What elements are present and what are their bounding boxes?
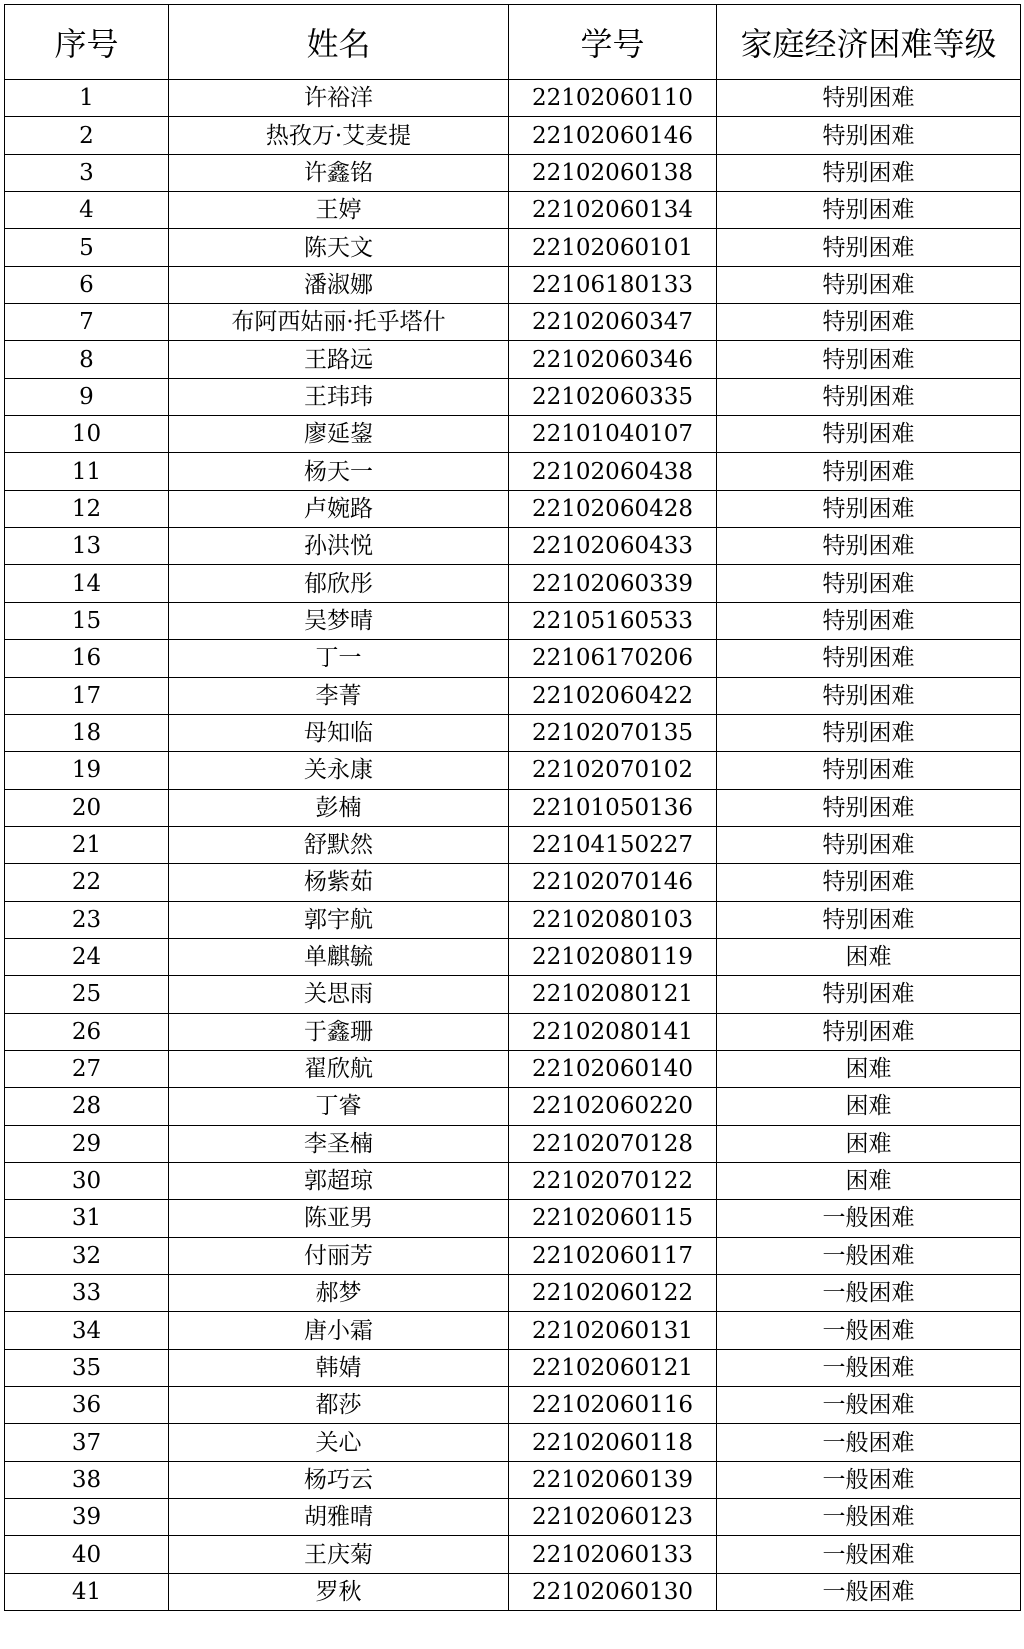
- cell-difficulty-level: 特别困难: [717, 341, 1021, 378]
- cell-name: 唐小霜: [169, 1312, 509, 1349]
- cell-difficulty-level: 困难: [717, 938, 1021, 975]
- cell-name: 卢婉路: [169, 490, 509, 527]
- cell-student-id: 22102060428: [509, 490, 717, 527]
- table-row: [5, 826, 1021, 863]
- cell-index: 35: [5, 1349, 169, 1386]
- cell-index: 11: [5, 453, 169, 490]
- table-row: [5, 864, 1021, 901]
- cell-name: 杨巧云: [169, 1461, 509, 1498]
- cell-index: 29: [5, 1125, 169, 1162]
- table-row: [5, 1088, 1021, 1125]
- cell-index: 40: [5, 1536, 169, 1573]
- table-row: [5, 1312, 1021, 1349]
- cell-student-id: 22101050136: [509, 789, 717, 826]
- cell-name: 关思雨: [169, 976, 509, 1013]
- table-row: [5, 528, 1021, 565]
- table-row: [5, 1050, 1021, 1087]
- cell-difficulty-level: 特别困难: [717, 677, 1021, 714]
- table-row: [5, 1387, 1021, 1424]
- cell-difficulty-level: 一般困难: [717, 1573, 1021, 1610]
- table-row: [5, 192, 1021, 229]
- cell-index: 13: [5, 528, 169, 565]
- cell-index: 2: [5, 117, 169, 154]
- cell-name: 杨天一: [169, 453, 509, 490]
- cell-student-id: 22102060347: [509, 304, 717, 341]
- cell-index: 26: [5, 1013, 169, 1050]
- student-table: [4, 4, 1021, 1611]
- table-row: [5, 1200, 1021, 1237]
- cell-index: 23: [5, 901, 169, 938]
- cell-student-id: 22102060339: [509, 565, 717, 602]
- cell-name: 王玮玮: [169, 378, 509, 415]
- cell-student-id: 22102070135: [509, 714, 717, 751]
- table-row: [5, 1461, 1021, 1498]
- cell-difficulty-level: 困难: [717, 1162, 1021, 1199]
- table-row: [5, 1424, 1021, 1461]
- cell-index: 28: [5, 1088, 169, 1125]
- cell-index: 38: [5, 1461, 169, 1498]
- table-row: [5, 976, 1021, 1013]
- table-row: [5, 1162, 1021, 1199]
- cell-difficulty-level: 一般困难: [717, 1275, 1021, 1312]
- cell-student-id: 22106170206: [509, 640, 717, 677]
- cell-index: 15: [5, 602, 169, 639]
- cell-index: 32: [5, 1237, 169, 1274]
- cell-difficulty-level: 特别困难: [717, 752, 1021, 789]
- cell-difficulty-level: 特别困难: [717, 192, 1021, 229]
- header-index: 序号: [5, 5, 169, 80]
- table-row: [5, 1349, 1021, 1386]
- cell-name: 丁一: [169, 640, 509, 677]
- table-row: [5, 565, 1021, 602]
- cell-difficulty-level: 困难: [717, 1050, 1021, 1087]
- cell-difficulty-level: 一般困难: [717, 1499, 1021, 1536]
- cell-index: 25: [5, 976, 169, 1013]
- table-row: [5, 1125, 1021, 1162]
- cell-index: 41: [5, 1573, 169, 1610]
- cell-student-id: 22102060110: [509, 80, 717, 117]
- cell-student-id: 22102080121: [509, 976, 717, 1013]
- cell-index: 17: [5, 677, 169, 714]
- table-row: [5, 490, 1021, 527]
- cell-name: 孙洪悦: [169, 528, 509, 565]
- cell-difficulty-level: 特别困难: [717, 565, 1021, 602]
- cell-difficulty-level: 特别困难: [717, 602, 1021, 639]
- cell-difficulty-level: 特别困难: [717, 789, 1021, 826]
- cell-name: 关心: [169, 1424, 509, 1461]
- cell-name: 热孜万·艾麦提: [169, 117, 509, 154]
- cell-student-id: 22102060101: [509, 229, 717, 266]
- cell-index: 7: [5, 304, 169, 341]
- cell-name: 彭楠: [169, 789, 509, 826]
- cell-name: 李菁: [169, 677, 509, 714]
- table-row: [5, 640, 1021, 677]
- cell-index: 33: [5, 1275, 169, 1312]
- cell-difficulty-level: 一般困难: [717, 1424, 1021, 1461]
- cell-student-id: 22102060133: [509, 1536, 717, 1573]
- table-row: [5, 80, 1021, 117]
- cell-difficulty-level: 一般困难: [717, 1312, 1021, 1349]
- cell-index: 30: [5, 1162, 169, 1199]
- cell-difficulty-level: 特别困难: [717, 416, 1021, 453]
- cell-student-id: 22102060118: [509, 1424, 717, 1461]
- table-row: [5, 938, 1021, 975]
- cell-student-id: 22102060121: [509, 1349, 717, 1386]
- table-row: [5, 341, 1021, 378]
- cell-student-id: 22102060138: [509, 154, 717, 191]
- cell-student-id: 22101040107: [509, 416, 717, 453]
- cell-student-id: 22102060130: [509, 1573, 717, 1610]
- table-row: [5, 416, 1021, 453]
- table-row: [5, 229, 1021, 266]
- cell-student-id: 22104150227: [509, 826, 717, 863]
- cell-index: 37: [5, 1424, 169, 1461]
- cell-student-id: 22102060123: [509, 1499, 717, 1536]
- cell-student-id: 22102070102: [509, 752, 717, 789]
- cell-difficulty-level: 一般困难: [717, 1461, 1021, 1498]
- cell-difficulty-level: 一般困难: [717, 1349, 1021, 1386]
- header-name: 姓名: [169, 5, 509, 80]
- table-row: [5, 304, 1021, 341]
- cell-student-id: 22102060438: [509, 453, 717, 490]
- cell-index: 19: [5, 752, 169, 789]
- cell-student-id: 22102060117: [509, 1237, 717, 1274]
- cell-student-id: 22102060131: [509, 1312, 717, 1349]
- document-sheet: [4, 4, 1020, 1611]
- cell-name: 许裕洋: [169, 80, 509, 117]
- cell-name: 母知临: [169, 714, 509, 751]
- cell-name: 单麒毓: [169, 938, 509, 975]
- header-student-id: 学号: [509, 5, 717, 80]
- table-row: [5, 714, 1021, 751]
- cell-name: 于鑫珊: [169, 1013, 509, 1050]
- cell-student-id: 22102080103: [509, 901, 717, 938]
- cell-name: 郭超琼: [169, 1162, 509, 1199]
- cell-index: 20: [5, 789, 169, 826]
- cell-difficulty-level: 特别困难: [717, 1013, 1021, 1050]
- cell-name: 郁欣彤: [169, 565, 509, 602]
- cell-difficulty-level: 特别困难: [717, 229, 1021, 266]
- cell-difficulty-level: 特别困难: [717, 266, 1021, 303]
- cell-student-id: 22102060346: [509, 341, 717, 378]
- table-row: [5, 378, 1021, 415]
- cell-index: 39: [5, 1499, 169, 1536]
- header-difficulty-level: 家庭经济困难等级: [717, 5, 1021, 80]
- cell-name: 郭宇航: [169, 901, 509, 938]
- cell-index: 27: [5, 1050, 169, 1087]
- cell-student-id: 22102060122: [509, 1275, 717, 1312]
- cell-name: 舒默然: [169, 826, 509, 863]
- table-row: [5, 901, 1021, 938]
- cell-name: 陈天文: [169, 229, 509, 266]
- cell-difficulty-level: 特别困难: [717, 154, 1021, 191]
- cell-difficulty-level: 特别困难: [717, 490, 1021, 527]
- cell-name: 杨紫茹: [169, 864, 509, 901]
- cell-index: 12: [5, 490, 169, 527]
- cell-index: 5: [5, 229, 169, 266]
- cell-difficulty-level: 特别困难: [717, 117, 1021, 154]
- cell-difficulty-level: 特别困难: [717, 304, 1021, 341]
- cell-name: 王婷: [169, 192, 509, 229]
- cell-difficulty-level: 困难: [717, 1088, 1021, 1125]
- cell-student-id: 22102060116: [509, 1387, 717, 1424]
- table-row: [5, 1499, 1021, 1536]
- cell-student-id: 22105160533: [509, 602, 717, 639]
- cell-student-id: 22102060115: [509, 1200, 717, 1237]
- table-row: [5, 266, 1021, 303]
- cell-student-id: 22102080119: [509, 938, 717, 975]
- cell-student-id: 22102060335: [509, 378, 717, 415]
- cell-difficulty-level: 困难: [717, 1125, 1021, 1162]
- cell-difficulty-level: 一般困难: [717, 1387, 1021, 1424]
- cell-name: 王路远: [169, 341, 509, 378]
- cell-student-id: 22102060220: [509, 1088, 717, 1125]
- table-row: [5, 117, 1021, 154]
- cell-name: 吴梦晴: [169, 602, 509, 639]
- cell-name: 郝梦: [169, 1275, 509, 1312]
- cell-name: 廖延鋆: [169, 416, 509, 453]
- table-row: [5, 1237, 1021, 1274]
- cell-index: 1: [5, 80, 169, 117]
- cell-difficulty-level: 特别困难: [717, 826, 1021, 863]
- cell-difficulty-level: 一般困难: [717, 1536, 1021, 1573]
- table-body: [5, 80, 1021, 1611]
- cell-difficulty-level: 特别困难: [717, 453, 1021, 490]
- cell-student-id: 22102070146: [509, 864, 717, 901]
- cell-difficulty-level: 一般困难: [717, 1237, 1021, 1274]
- cell-name: 胡雅晴: [169, 1499, 509, 1536]
- cell-difficulty-level: 一般困难: [717, 1200, 1021, 1237]
- table-row: [5, 1013, 1021, 1050]
- cell-name: 潘淑娜: [169, 266, 509, 303]
- cell-difficulty-level: 特别困难: [717, 864, 1021, 901]
- cell-name: 韩婧: [169, 1349, 509, 1386]
- cell-index: 10: [5, 416, 169, 453]
- table-row: [5, 752, 1021, 789]
- cell-name: 陈亚男: [169, 1200, 509, 1237]
- cell-name: 都莎: [169, 1387, 509, 1424]
- cell-name: 李圣楠: [169, 1125, 509, 1162]
- cell-name: 付丽芳: [169, 1237, 509, 1274]
- table-row: [5, 154, 1021, 191]
- cell-index: 6: [5, 266, 169, 303]
- cell-difficulty-level: 特别困难: [717, 714, 1021, 751]
- cell-student-id: 22102060146: [509, 117, 717, 154]
- cell-difficulty-level: 特别困难: [717, 901, 1021, 938]
- cell-student-id: 22102070122: [509, 1162, 717, 1199]
- cell-difficulty-level: 特别困难: [717, 528, 1021, 565]
- cell-index: 8: [5, 341, 169, 378]
- cell-student-id: 22102070128: [509, 1125, 717, 1162]
- cell-name: 罗秋: [169, 1573, 509, 1610]
- cell-name: 翟欣航: [169, 1050, 509, 1087]
- cell-student-id: 22106180133: [509, 266, 717, 303]
- table-row: [5, 677, 1021, 714]
- cell-student-id: 22102060140: [509, 1050, 717, 1087]
- table-row: [5, 453, 1021, 490]
- cell-index: 9: [5, 378, 169, 415]
- cell-index: 18: [5, 714, 169, 751]
- cell-student-id: 22102060433: [509, 528, 717, 565]
- table-row: [5, 1573, 1021, 1610]
- cell-name: 许鑫铭: [169, 154, 509, 191]
- cell-student-id: 22102080141: [509, 1013, 717, 1050]
- cell-index: 24: [5, 938, 169, 975]
- table-row: [5, 602, 1021, 639]
- cell-name: 丁睿: [169, 1088, 509, 1125]
- cell-index: 16: [5, 640, 169, 677]
- cell-index: 21: [5, 826, 169, 863]
- table-row: [5, 1536, 1021, 1573]
- cell-index: 4: [5, 192, 169, 229]
- cell-index: 22: [5, 864, 169, 901]
- cell-difficulty-level: 特别困难: [717, 80, 1021, 117]
- cell-difficulty-level: 特别困难: [717, 976, 1021, 1013]
- cell-index: 36: [5, 1387, 169, 1424]
- header-row: [5, 5, 1021, 80]
- cell-index: 31: [5, 1200, 169, 1237]
- cell-name: 关永康: [169, 752, 509, 789]
- cell-name: 布阿西姑丽·托乎塔什: [169, 304, 509, 341]
- cell-name: 王庆菊: [169, 1536, 509, 1573]
- cell-student-id: 22102060422: [509, 677, 717, 714]
- cell-difficulty-level: 特别困难: [717, 640, 1021, 677]
- cell-index: 34: [5, 1312, 169, 1349]
- table-row: [5, 789, 1021, 826]
- cell-student-id: 22102060139: [509, 1461, 717, 1498]
- cell-difficulty-level: 特别困难: [717, 378, 1021, 415]
- cell-index: 3: [5, 154, 169, 191]
- cell-student-id: 22102060134: [509, 192, 717, 229]
- table-row: [5, 1275, 1021, 1312]
- cell-index: 14: [5, 565, 169, 602]
